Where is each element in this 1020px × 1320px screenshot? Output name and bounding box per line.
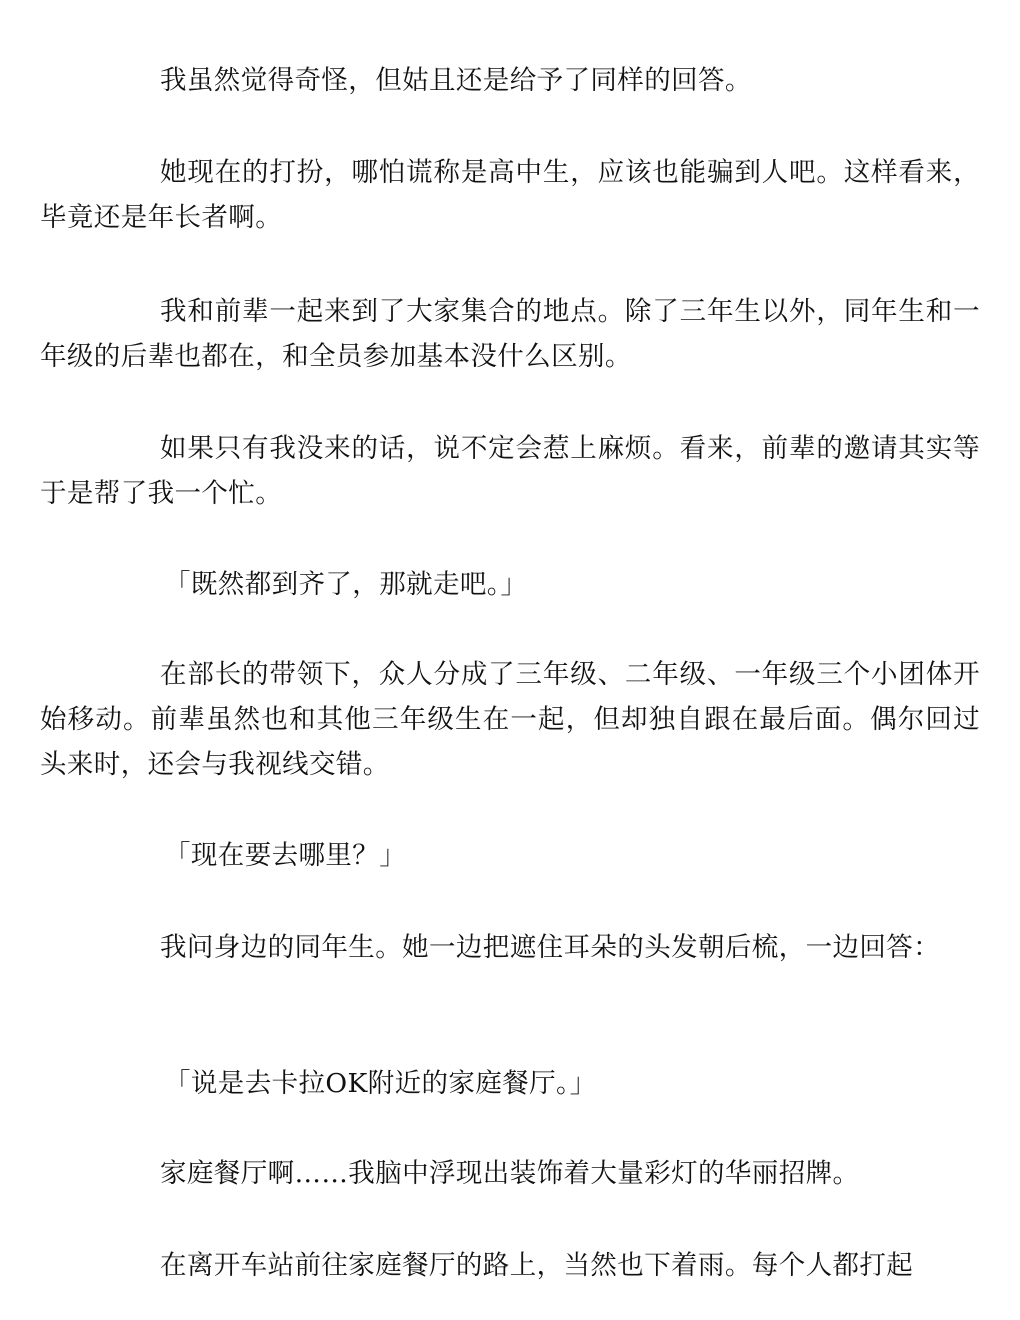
paragraph-1: 我虽然觉得奇怪，但姑且还是给予了同样的回答。 xyxy=(160,65,752,96)
paragraph-8: 在离开车站前往家庭餐厅的路上，当然也下着雨。每个人都打起 xyxy=(160,1250,914,1281)
dialogue-3: 「说是去卡拉OK附近的家庭餐厅。」 xyxy=(164,1068,597,1099)
paragraph-6: 我问身边的同年生。她一边把遮住耳朵的头发朝后梳，一边回答： xyxy=(160,932,941,963)
paragraph-2: 她现在的打扮，哪怕谎称是高中生，应该也能骗到人吧。这样看来，毕竟还是年长者啊。 xyxy=(40,157,980,233)
dialogue-1: 「既然都到齐了，那就走吧。」 xyxy=(164,569,528,600)
paragraph-3: 我和前辈一起来到了大家集合的地点。除了三年生以外，同年生和一年级的后辈也都在，和全员参加基本没什么区别。 xyxy=(40,296,980,372)
dialogue-2: 「现在要去哪里？」 xyxy=(164,840,407,871)
paragraph-4: 如果只有我没来的话，说不定会惹上麻烦。看来，前辈的邀请其实等于是帮了我一个忙。 xyxy=(40,433,980,509)
paragraph-7: 家庭餐厅啊……我脑中浮现出装饰着大量彩灯的华丽招牌。 xyxy=(160,1158,860,1189)
paragraph-5: 在部长的带领下，众人分成了三年级、二年级、一年级三个小团体开始移动。前辈虽然也和其他三年级生在一起，但却独自跟在最后面。偶尔回过头来时，还会与我视线交错。 xyxy=(40,659,980,780)
